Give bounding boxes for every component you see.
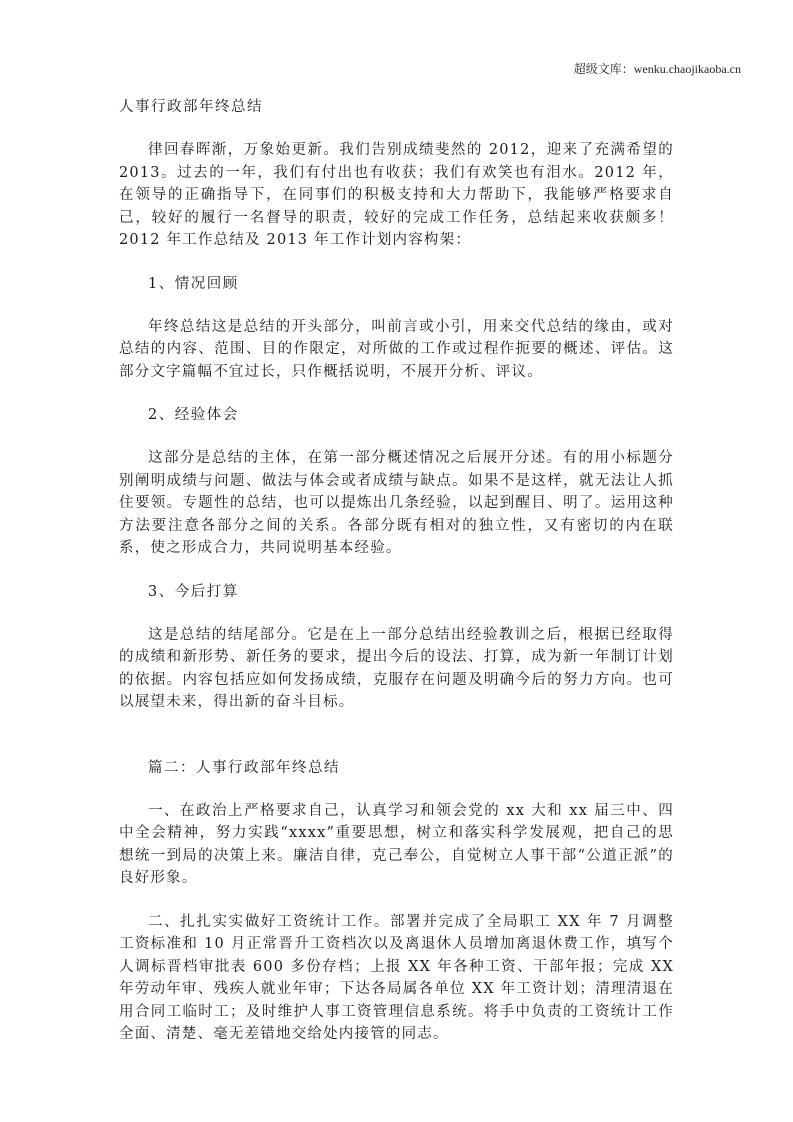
site-watermark: 超级文库：wenku.chaojikaoba.cn	[573, 62, 741, 76]
section-body-3: 这是总结的结尾部分。它是在上一部分总结出经验教训之后，根据已经取得的成绩和新形势、新任务的要求，提出今后的设法、打算，成为新一年制订计划的依据。内容包括应如何发扬成绩，克服存在问题及明确今后的努力方向。也可以展望未来，得出新的奋斗目标。	[119, 626, 674, 710]
part2-heading: 篇二：人事行政部年终总结	[148, 759, 340, 776]
intro-paragraph: 律回春晖渐，万象始更新。我们告别成绩斐然的 2012，迎来了充满希望的 2013。过去的一年，我们有付出也有收获；我们有欢笑也有泪水。2012 年，在领导的正确指导下，在同事们的积极支持和大力帮助下，我能够严格要求自己，较好的履行一名督导的职责，较好的完成工作任务，总结起来收获颇多！2012 年工作总结及 2013 年工作计划内容构架：	[119, 142, 674, 248]
spacer	[119, 735, 674, 757]
section-heading-3: 3、今后打算	[148, 583, 239, 600]
section-body-1: 年终总结这是总结的开头部分，叫前言或小引，用来交代总结的缘由，或对总结的内容、范围、目的作限定，对所做的工作或过程作扼要的概述、评估。这部分文字篇幅不宜过长，只作概括说明，不展开分析、评议。	[119, 318, 674, 380]
section-heading-2: 2、经验体会	[148, 407, 239, 423]
part2-paragraph-1: 一、在政治上严格要求自己，认真学习和领会党的 xx 大和 xx 届三中、四中全会精神，努力实践“xxxx”重要思想，树立和落实科学发展观，把自己的思想统一到局的决策上来。廉洁自律，克己奉公，自觉树立人事干部“公道正派”的良好形象。	[119, 802, 674, 886]
section-heading-1: 1、情况回顾	[148, 275, 239, 292]
part2-paragraph-2: 二、扎扎实实做好工资统计工作。部署并完成了全局职工 XX 年 7 月调整工资标准和 10 月正常晋升工资档次以及离退休人员增加离退休费工作，填写个人调标晋档审批表 600 多份存档；上报 XX 年各种工资、干部年报；完成 XX 年劳动年审、残疾人就业年审；下达各局属各单位 XX 年工资计划；清理清退在用合同工临时工；及时维护人事工资管理信息系统。将手中负责的工资统计工作全面、清楚、毫无差错地交给处内接管的同志。	[119, 913, 674, 1042]
document-title: 人事行政部年终总结	[119, 99, 263, 115]
section-body-2: 这部分是总结的主体，在第一部分概述情况之后展开分述。有的用小标题分别阐明成绩与问题、做法与体会或者成绩与缺点。如果不是这样，就无法让人抓住要领。专题性的总结，也可以提炼出几条经验，以起到醒目、明了。运用这种方法要注意各部分之间的关系。各部分既有相对的独立性，又有密切的内在联系，使之形成合力，共同说明基本经验。	[119, 450, 674, 556]
document-page	[119, 96, 674, 1067]
